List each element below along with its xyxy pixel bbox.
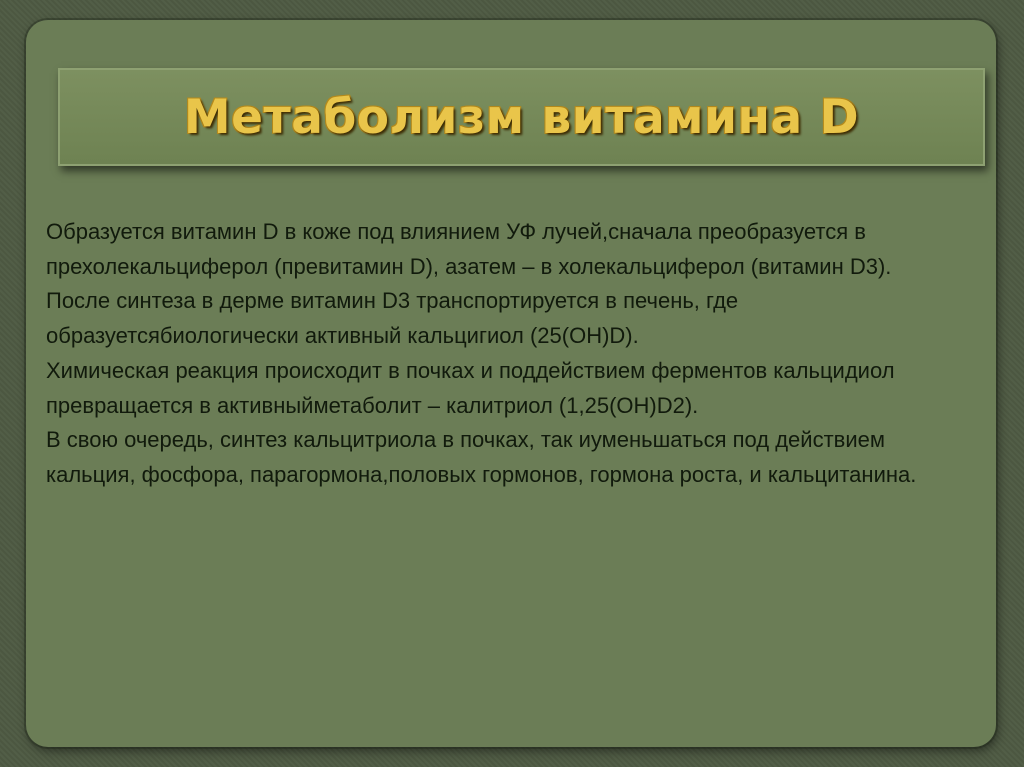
paragraph-calcitriol-regulation: В свою очередь, синтез кальцитриола в почках, так иуменьшаться под действием кальция, фосфора, парагормона,половых гормонов, гормона роста, и кальцитанина. (46, 427, 917, 487)
paragraph-vitamin-formation: Образуется витамин D в коже под влиянием УФ лучей,сначала преобразуется в прехолекальциферол (превитамин D), азатем – в холекальциферол (витамин D3). (46, 219, 892, 279)
slide-title: Метаболизм витамина D (183, 89, 860, 145)
title-bar (58, 68, 985, 166)
paragraph-liver-transport: После синтеза в дерме витамин D3 транспортируется в печень, где образуетсябиологически активный кальцигиол (25(OH)D). (46, 288, 739, 349)
paragraph-kidney-reaction: Химическая реакция происходит в почках и поддействием ферментов кальцидиол превращается в активныйметаболит – калитриол (1,25(OH)D2). (46, 357, 895, 418)
body-text (46, 215, 976, 493)
